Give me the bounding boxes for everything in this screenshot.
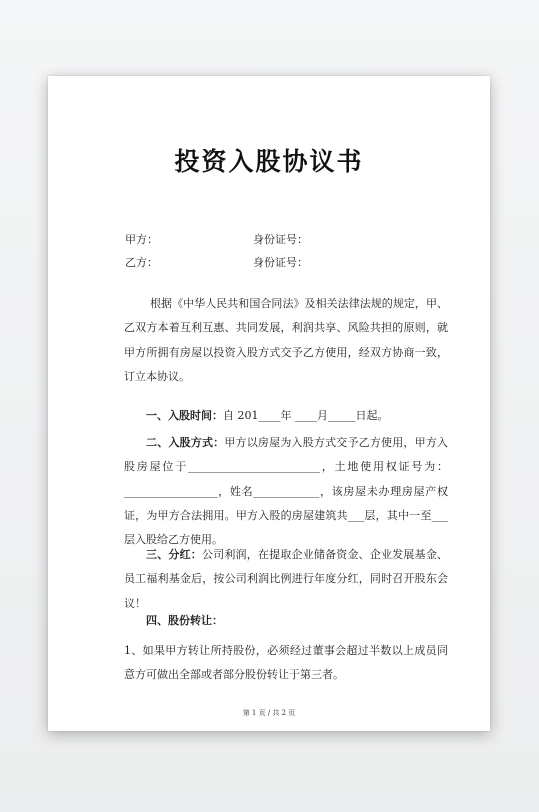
page-number-footer: 第 1 页 / 共 2 页 [242, 709, 296, 717]
clause-dividend-heading: 三、分红： [146, 548, 202, 561]
clause-method [124, 431, 448, 552]
party-a-label: 甲方： [125, 233, 158, 246]
intro-paragraph: 根据《中华人民共和国合同法》及相关法律法规的规定，甲、乙双方本着互利互惠、共同发展，利润共享、风险共担的原则，就甲方所拥有房屋以投资入股方式交予乙方使用，经双方协商一致，订立本协议。 [124, 297, 448, 383]
document-title: 投资入股协议书 [174, 147, 364, 176]
party-a-id-label: 身份证号： [253, 233, 308, 246]
clause-time [124, 404, 448, 428]
clause-time-text: 自 201____年 ____月_____日起。 [223, 409, 389, 422]
clause-time-heading: 一、入股时间： [146, 409, 223, 422]
clause-dividend-text: 公司利润，在提取企业储备资金、企业发展基金、员工福利基金后，按公司利润比例进行年度分红，同时召开股东会议！ [124, 548, 449, 610]
document-page [48, 76, 490, 731]
party-b-id-label: 身份证号： [253, 256, 308, 269]
clause-method-heading: 二、入股方式： [146, 436, 225, 449]
clause-method-text: 甲方以房屋为入股方式交予乙方使用，甲方入股房屋位于________________________，土地使用权证号为：_________________，姓名____________，该房屋未办理房屋产权证，为甲方合法拥用。甲方入股的房屋建筑共___层，其中一至___层入股给乙方使用。 [124, 436, 449, 547]
clause-transfer-item-1: 1、如果甲方转让所持股份，必须经过董事会超过半数以上成员同意方可做出全部或者部分股份转让于第三者。 [124, 644, 448, 682]
clause-transfer-heading: 四、股份转让： [146, 614, 223, 627]
party-b-row [125, 254, 308, 270]
party-b-label: 乙方： [125, 256, 158, 269]
party-a-row [125, 231, 308, 247]
clause-dividend [124, 543, 448, 616]
